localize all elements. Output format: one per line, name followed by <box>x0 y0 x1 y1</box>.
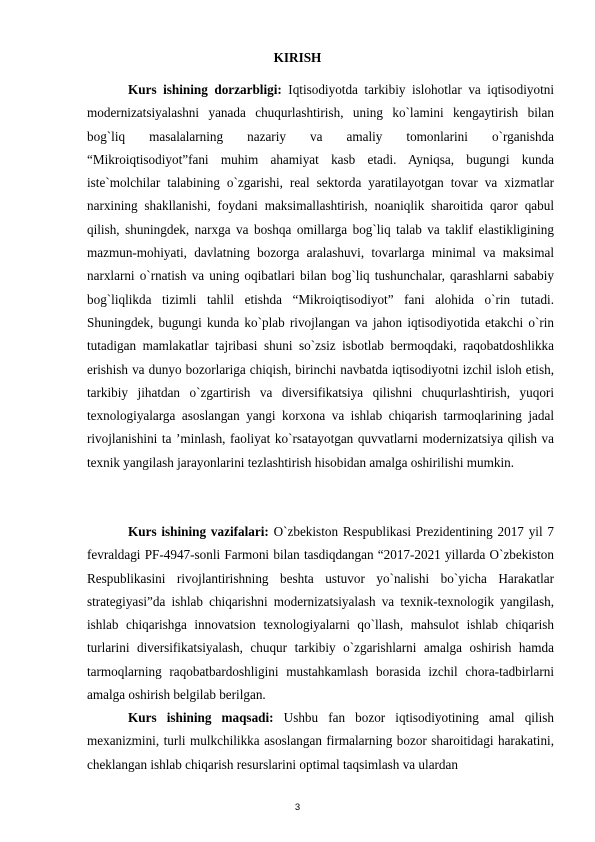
paragraph-label: Kurs ishining maqsadi: <box>128 710 274 725</box>
paragraph-text: O`zbekiston Respublikasi Prezidentining 2017 yil 7 fevraldagi PF-4947-sonli Farmoni bilan tasdiqdangan “2017-2021 yillarda O`zbekiston Respublikasini rivojlantirishning beshta ustuvor yo`nalishi bo`yicha Harakatlar strategiyasi”da ishlab chiqarishni modernizatsiyalash va texnik-texnologik yangilash, ishlab chiqarishga innovatsion texnologiyalarni qo`llash, mahsulot ishlab chiqarish turlarini diversifikatsiyalash, chuqur tarkibiy o`zgarishlarni amalga oshirish hamda tarmoqlarning raqobatbardoshligini mustahkamlash borasida izchil chora-tadbirlarni amalga oshirish belgilab berilgan. <box>87 524 555 703</box>
section-heading: KIRISH <box>273 50 322 65</box>
paragraph-text: Ushbu fan bozor iqtisodiyotining amal qilish mexanizmini, turli mulkchilikka asoslangan firmalarning bozor sharoitidagi harakatini, cheklangan ishlab chiqarish resurslarini optimal taqsimlash va ulardan <box>87 710 555 772</box>
paragraph-relevance <box>87 78 554 474</box>
paragraph-label: Kurs ishining vazifalari: <box>128 524 269 539</box>
paragraph-label: Kurs ishining dorzarbligi: <box>128 82 282 97</box>
page-number: 3 <box>294 802 301 813</box>
paragraph-goal <box>87 706 554 776</box>
paragraph-text: Iqtisodiyotda tarkibiy islohotlar va iqtisodiyotni modernizatsiyalashni yanada chuqurlashtirish, uning ko`lamini kengaytirish bilan bog`liq masalalarning nazariy va amaliy tomonlarini o`rganishda “Mikroiqtisodiyot”fani muhim ahamiyat kasb etadi. Ayniqsa, bugungi kunda iste`molchilar talabining o`zgarishi, real sektorda yaratilayotgan tovar va xizmatlar narxining shakllanishi, foydani maksimallashtirish, noaniqlik sharoitida qaror qabul qilish, shuningdek, narxga va boshqa omillarga bog`liq talab va taklif elastikligining mazmun-mohiyati, davlatning bozorga aralashuvi, tovarlarga minimal va maksimal narxlarni o`rnatish va uning oqibatlari bilan bog`liq tushunchalar, qarashlarni sababiy bog`liqlikda tizimli tahlil etishda “Mikroiqtisodiyot” fani alohida o`rin tutadi. Shuningdek, bugungi kunda ko`plab rivojlangan va jahon iqtisodiyotida etakchi o`rin tutadigan mamlakatlar tajribasi shuni so`zsiz isbotlab bermoqdaki, raqobatdoshlikka erishish va dunyo bozorlariga chiqish, birinchi navbatda iqtisodiyotni izchil isloh etish, tarkibiy jihatdan o`zgartirish va diversifikatsiya qilishni chuqurlashtirish, yuqori texnologiyalarga asoslangan yangi korxona va ishlab chiqarish tarmoqlarining jadal rivojlanishini ta ʼminlash, faoliyat ko`rsatayotgan quvvatlarni modernizatsiya qilish va texnik yangilash jarayonlarini tezlashtirish hisobidan amalga oshirilishi mumkin. <box>87 82 554 470</box>
paragraph-tasks <box>87 520 554 706</box>
